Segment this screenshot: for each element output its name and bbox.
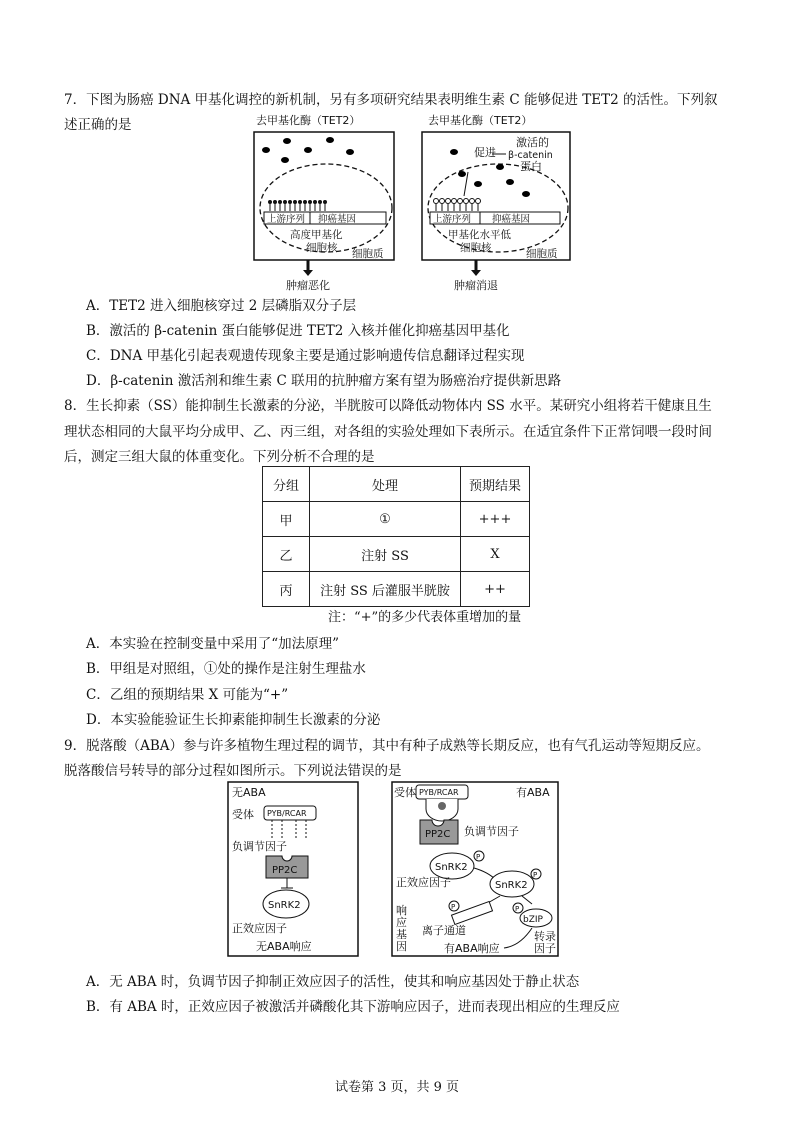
q9-right-receptor-name: PYB/RCAR bbox=[419, 788, 459, 797]
q9-right-phospho-2-label: P bbox=[533, 871, 538, 879]
q7-option-d: D．β-catenin 激活剂和维生素 C 联用的抗肿瘤方案有望为肠癌治疗提供新思路 bbox=[86, 373, 562, 389]
q9-right-response-gene-1: 响 bbox=[396, 904, 407, 917]
q9-right-channel-label: 离子通道 bbox=[422, 924, 466, 937]
q7-right-methyl-marks bbox=[434, 199, 481, 212]
q9-stem-line1: 9．脱落酸（ABA）参与许多植物生理过程的调节，其中有种子成熟等长期反应，也有气孔运动等短期反应。 bbox=[64, 738, 710, 754]
q7-figure-left bbox=[250, 112, 400, 292]
q8-cell-group: 丙 bbox=[263, 572, 310, 607]
q8-cell-result: X bbox=[461, 537, 530, 572]
q9-figure-left bbox=[226, 780, 362, 960]
q8-cell-group: 甲 bbox=[263, 502, 310, 537]
q9-right-phospho-3-label: P bbox=[451, 903, 456, 911]
q9-left-pp2c-label: PP2C bbox=[272, 865, 298, 876]
q7-left-result-label: 肿瘤恶化 bbox=[286, 279, 330, 292]
q7-right-enzyme-dot bbox=[450, 149, 458, 155]
q7-left-methyl-label: 高度甲基化 bbox=[290, 229, 343, 241]
q9-left-receptor-name: PYB/RCAR bbox=[267, 809, 307, 818]
q7-left-enzyme-dot bbox=[262, 147, 270, 153]
q7-left-enzyme-dot bbox=[326, 137, 334, 143]
q7-right-enzyme-dot bbox=[522, 191, 530, 197]
q7-left-methyl-groups bbox=[268, 200, 327, 204]
q7-left-arrowhead bbox=[303, 270, 313, 276]
q8-option-b: B．甲组是对照组，①处的操作是注射生理盐水 bbox=[86, 661, 366, 677]
q8-table bbox=[262, 466, 530, 607]
q9-right-pos-label: 正效应因子 bbox=[396, 876, 451, 889]
table-row bbox=[263, 502, 530, 537]
table-row bbox=[263, 537, 530, 572]
q7-right-promote-label: 促进 bbox=[474, 146, 496, 159]
q7-left-enzyme-dot bbox=[304, 147, 312, 153]
q7-option-c: C．DNA 甲基化引起表观遗传现象主要是通过影响遗传信息翻译过程实现 bbox=[86, 348, 525, 364]
page-footer: 试卷第 3 页，共 9 页 bbox=[334, 1080, 460, 1095]
q7-right-enzyme-dot bbox=[474, 181, 482, 187]
q8-cell-treatment: 注射 SS bbox=[310, 537, 461, 572]
q7-right-nucleus-label: 细胞核 bbox=[460, 242, 492, 254]
q8-cell-group: 乙 bbox=[263, 537, 310, 572]
q8-cell-result: +++ bbox=[461, 502, 530, 537]
q7-left-nucleus-label: 细胞核 bbox=[306, 242, 338, 254]
q7-right-methyl-label: 甲基化水平低 bbox=[448, 229, 511, 241]
q7-right-result-label: 肿瘤消退 bbox=[454, 279, 498, 292]
q7-right-cytoplasm-label: 细胞质 bbox=[526, 248, 558, 260]
q9-stem-line2: 脱落酸信号转导的部分过程如图所示。下列说法错误的是 bbox=[64, 763, 402, 779]
q9-right-response-gene-4: 因 bbox=[396, 940, 407, 953]
q9-right-response-gene-3: 基 bbox=[396, 928, 407, 941]
q7-left-methyl-marks bbox=[270, 204, 325, 211]
q9-right-factor-label: 因子 bbox=[534, 942, 556, 955]
q7-right-arrowhead bbox=[471, 270, 481, 276]
q7-right-protein-label: 蛋白 bbox=[520, 160, 542, 173]
q8-cell-treatment: 注射 SS 后灌服半胱胺 bbox=[310, 572, 461, 607]
q7-option-b: B．激活的 β-catenin 蛋白能够促进 TET2 入核并催化抑癌基因甲基化 bbox=[86, 323, 510, 339]
q9-left-title: 无ABA bbox=[232, 786, 266, 799]
q9-right-pp2c-label: PP2C bbox=[425, 829, 451, 840]
q9-left-neg-label: 负调节因子 bbox=[232, 840, 287, 853]
q9-left-snrk2-label: SnRK2 bbox=[268, 900, 301, 911]
q8-cell-treatment: ① bbox=[310, 502, 461, 537]
q8-stem-line2: 理状态相同的大鼠平均分成甲、乙、丙三组，对各组的实验处理如下表所示。在适宜条件下正常饲喂一段时间 bbox=[64, 424, 712, 440]
q9-right-response-gene-2: 应 bbox=[396, 916, 407, 929]
q9-right-phospho-4-label: P bbox=[515, 905, 520, 913]
q9-right-neg-label: 负调节因子 bbox=[464, 825, 519, 838]
q8-table-note: 注：“+”的多少代表体重增加的量 bbox=[328, 610, 522, 625]
q7-right-enzyme-dot bbox=[458, 171, 466, 177]
q7-left-enzyme-dot bbox=[283, 138, 291, 144]
q9-right-phospho-1-label: P bbox=[476, 853, 481, 861]
q8-header-treatment: 处理 bbox=[310, 467, 461, 502]
q8-header-result: 预期结果 bbox=[461, 467, 530, 502]
q7-right-enzyme-dot bbox=[506, 179, 514, 185]
q7-left-suppressor-label: 抑癌基因 bbox=[318, 214, 357, 225]
q7-right-activated-label: 激活的 bbox=[516, 136, 549, 149]
q7-right-catenin-label: β-catenin bbox=[508, 150, 553, 161]
q7-right-suppressor-label: 抑癌基因 bbox=[492, 214, 531, 225]
q7-right-upstream-label: 上游序列 bbox=[433, 214, 472, 225]
q9-right-snrk2a-label: SnRK2 bbox=[435, 862, 468, 873]
q8-header-group: 分组 bbox=[263, 467, 310, 502]
q8-option-c: C．乙组的预期结果 X 可能为“+” bbox=[86, 687, 289, 703]
q8-stem-line3: 后，测定三组大鼠的体重变化。下列分析不合理的是 bbox=[64, 449, 375, 465]
q8-stem-line1: 8．生长抑素（SS）能抑制生长激素的分泌，半胱胺可以降低动物体内 SS 水平。某研究小组将若干健康且生 bbox=[64, 398, 712, 414]
q8-option-d: D．本实验能验证生长抑素能抑制生长激素的分泌 bbox=[86, 712, 381, 728]
q8-table-header-row bbox=[263, 467, 530, 502]
q9-right-snrk2b-label: SnRK2 bbox=[495, 880, 528, 891]
q8-option-a: A．本实验在控制变量中采用了“加法原理” bbox=[86, 636, 340, 652]
q9-right-response-arrow bbox=[504, 928, 532, 948]
q7-left-enzyme-dot bbox=[281, 157, 289, 163]
q8-cell-result: ++ bbox=[461, 572, 530, 607]
q9-option-a: A．无 ABA 时，负调节因子抑制正效应因子的活性，使其和响应基因处于静止状态 bbox=[86, 974, 580, 990]
q9-left-receptor-label: 受体 bbox=[232, 808, 254, 821]
q7-figure-right bbox=[418, 112, 578, 292]
q9-right-bottom-label: 有ABA响应 bbox=[444, 942, 500, 955]
q9-right-receptor-label: 受体 bbox=[394, 786, 416, 799]
q7-left-enzyme-dot bbox=[346, 149, 354, 155]
q9-left-receptor-arms bbox=[272, 820, 306, 838]
q9-left-pos-label: 正效应因子 bbox=[232, 922, 287, 935]
q9-right-branch-right bbox=[522, 896, 532, 904]
q7-stem-line2: 述正确的是 bbox=[64, 117, 132, 133]
q9-right-aba-ligand bbox=[438, 802, 446, 810]
q7-left-enzyme-label: 去甲基化酶（TET2） bbox=[256, 114, 361, 127]
q7-left-upstream-label: 上游序列 bbox=[267, 214, 306, 225]
q7-stem-line1: 7．下图为肠癌 DNA 甲基化调控的新机制，另有多项研究结果表明维生素 C 能够促进 TET2 的活性。下列叙 bbox=[64, 92, 718, 108]
q7-right-enzyme-label: 去甲基化酶（TET2） bbox=[428, 114, 533, 127]
q9-figure-right bbox=[390, 780, 562, 960]
q7-left-cytoplasm-label: 细胞质 bbox=[352, 248, 384, 260]
q9-option-b: B．有 ABA 时，正效应因子被激活并磷酸化其下游响应因子，进而表现出相应的生理反应 bbox=[86, 999, 620, 1015]
q7-right-enzyme-dot bbox=[496, 164, 504, 170]
q7-option-a: A．TET2 进入细胞核穿过 2 层磷脂双分子层 bbox=[86, 298, 357, 314]
q9-right-bzip-label: bZIP bbox=[523, 915, 543, 925]
q9-right-title: 有ABA bbox=[516, 786, 550, 799]
q9-left-bottom-label: 无ABA响应 bbox=[256, 940, 312, 953]
q9-right-transcription-label: 转录 bbox=[534, 930, 556, 943]
table-row bbox=[263, 572, 530, 607]
